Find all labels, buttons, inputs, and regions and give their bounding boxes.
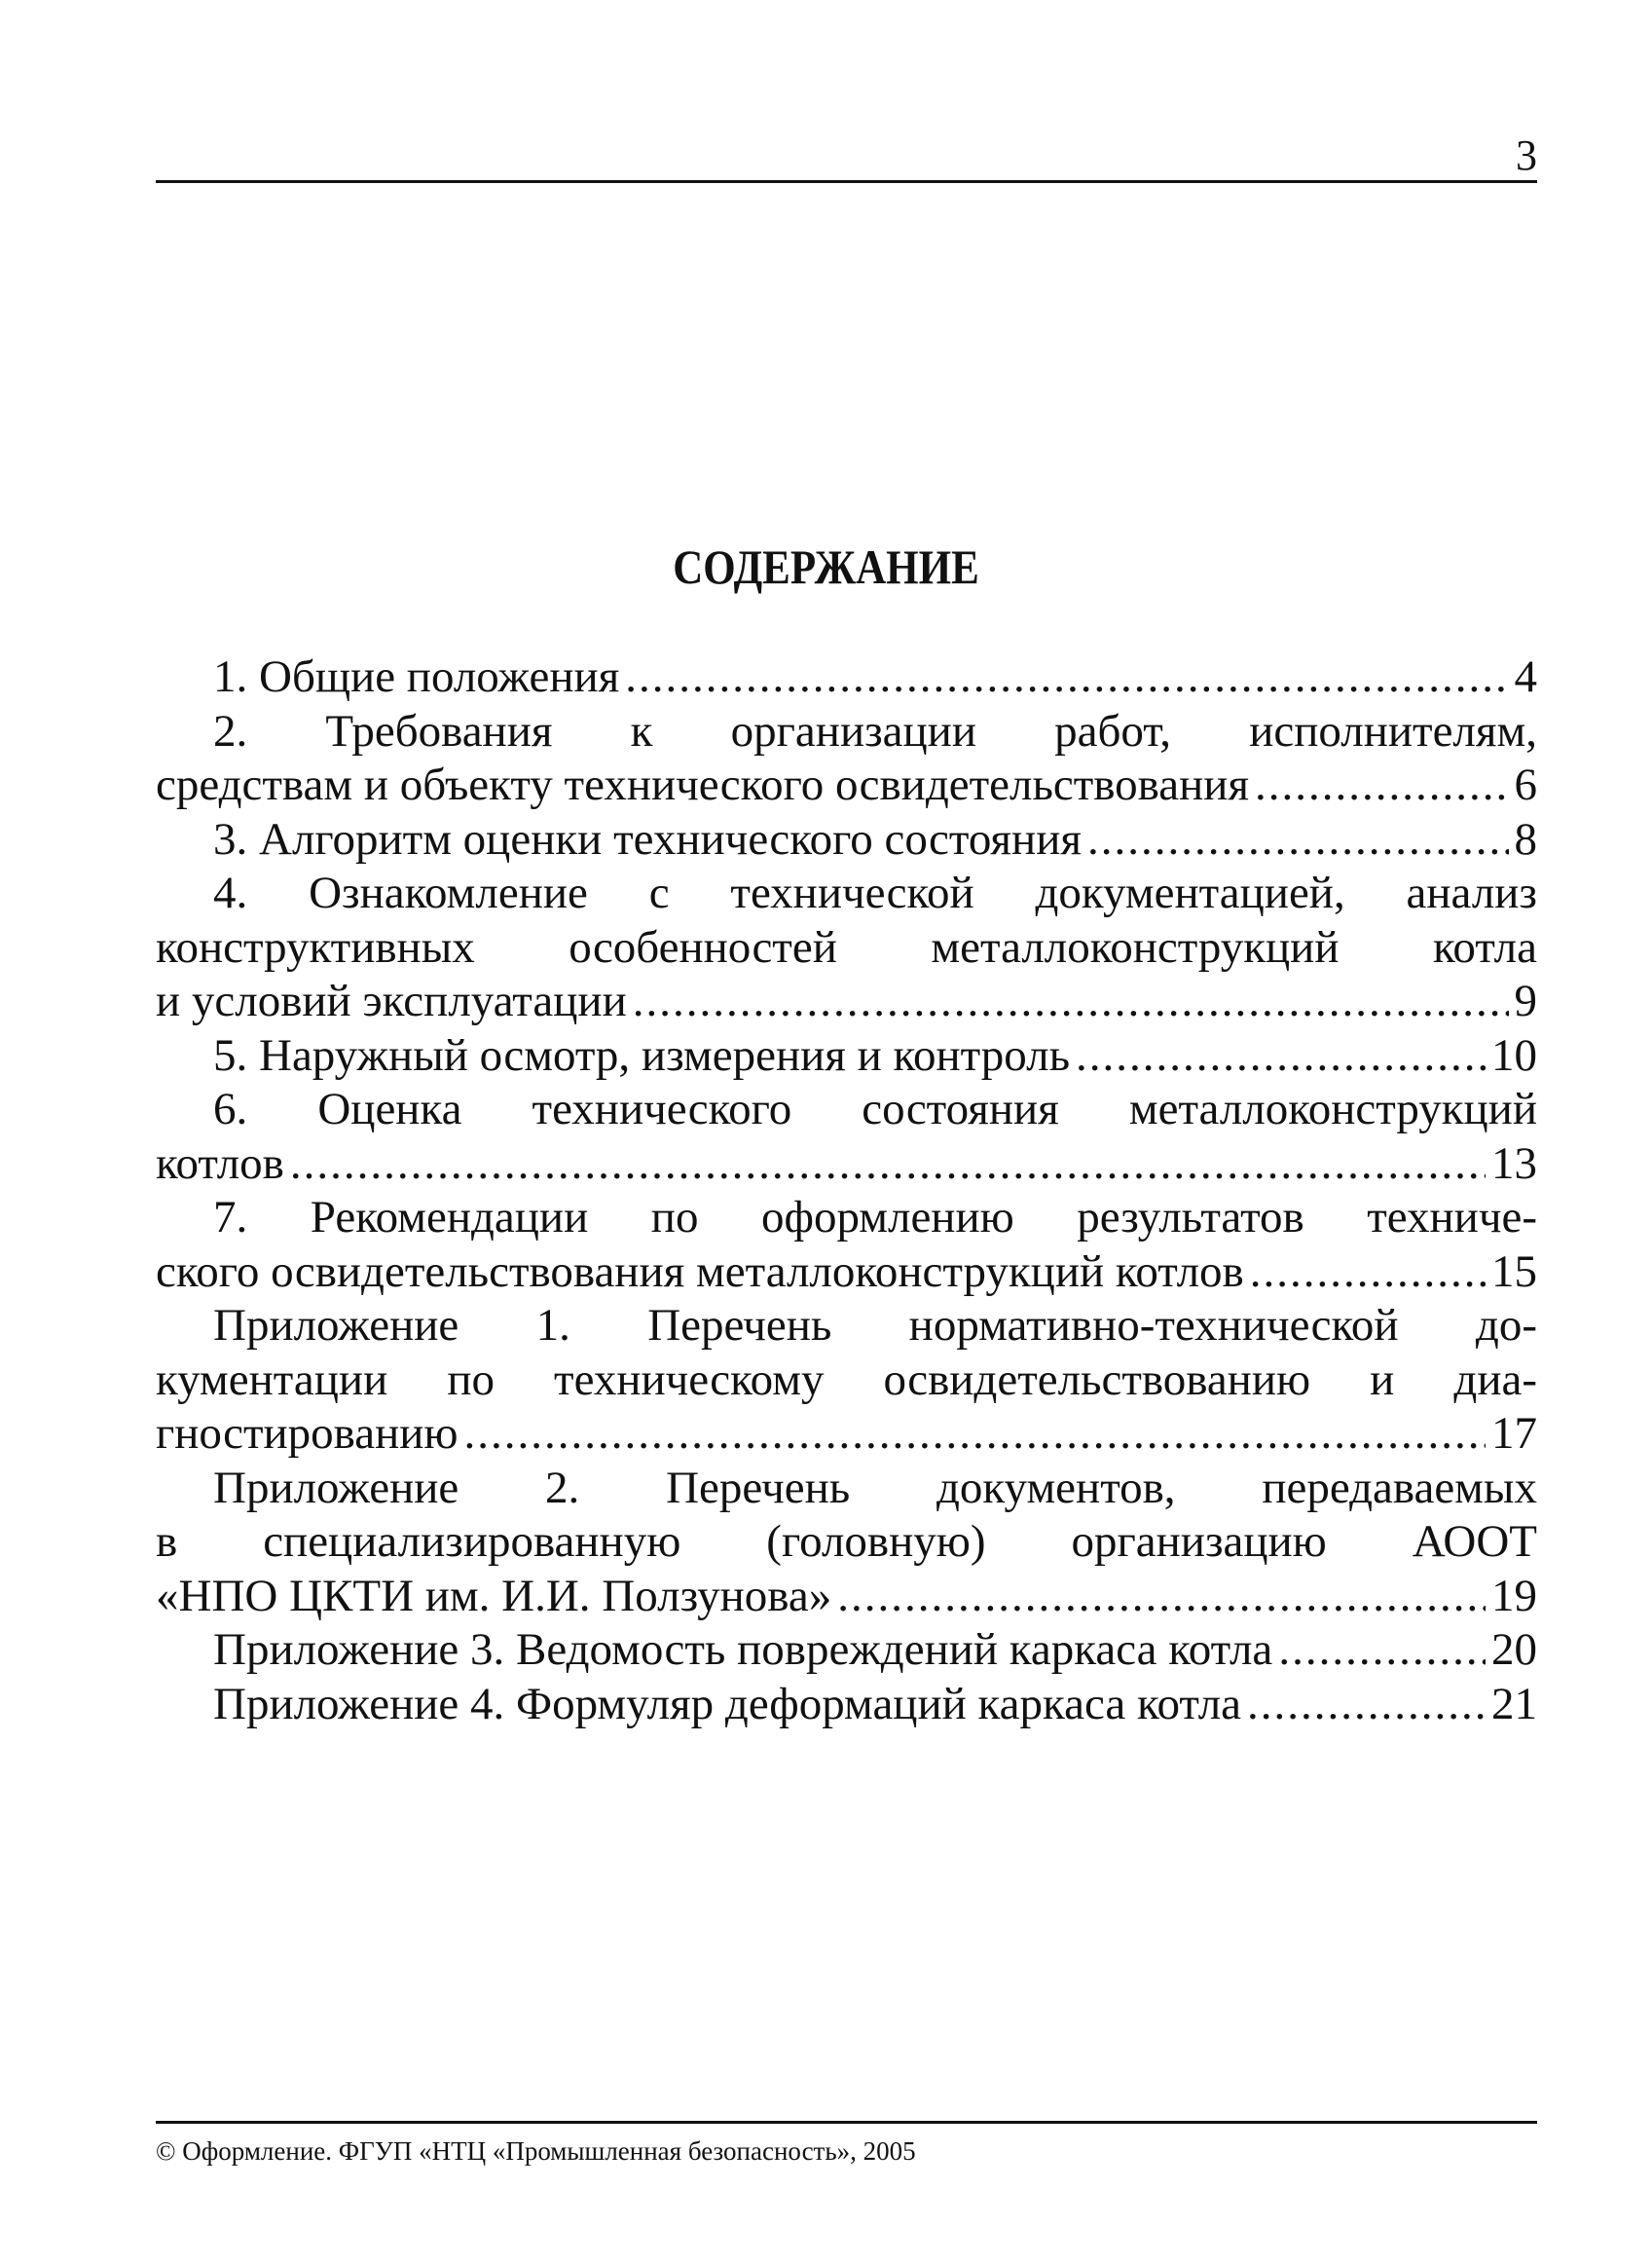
toc-entry-title: 5. Наружный осмотр, измерения и контроль	[213, 1029, 1071, 1081]
toc-entry-title: гностированию	[156, 1408, 459, 1459]
footer-rule	[156, 2121, 1537, 2124]
table-of-contents	[156, 650, 1537, 1731]
dot-leader	[464, 1407, 1486, 1462]
toc-entry-page-number: 19	[1491, 1570, 1537, 1621]
toc-entry-title: котлов	[156, 1137, 284, 1189]
toc-entry	[156, 1299, 1537, 1462]
toc-entry	[156, 650, 1537, 705]
toc-entry-title: 1. Общие положения	[213, 651, 620, 702]
toc-entry-text-line: конструктивных особенностей металлоконструкций котла	[156, 921, 1537, 973]
dot-leader	[1278, 1623, 1486, 1678]
toc-entry-page-number: 21	[1491, 1678, 1537, 1729]
toc-entry-text-line: Приложение 1. Перечень нормативно-технической до-	[213, 1300, 1537, 1351]
toc-entry-title: и условий эксплуатации	[156, 976, 627, 1026]
toc-entry	[156, 1462, 1537, 1624]
toc-entry-last-line	[156, 1570, 1537, 1624]
toc-entry	[156, 705, 1537, 813]
toc-entry-title: 3. Алгоритм оценки технического состояния	[213, 813, 1082, 865]
toc-entry	[156, 1029, 1537, 1084]
toc-entry-last-line	[156, 1678, 1537, 1732]
toc-entry-title: Приложение 3. Ведомость повреждений каркаса котла	[213, 1624, 1273, 1675]
toc-entry-last-line	[156, 650, 1537, 705]
toc-entry-page-number: 8	[1514, 813, 1537, 865]
toc-entry-page-number: 9	[1514, 976, 1537, 1026]
toc-entry-text-line: 7. Рекомендации по оформлению результатов техниче-	[213, 1192, 1537, 1243]
toc-entry-last-line	[156, 1623, 1537, 1678]
dot-leader	[1247, 1678, 1486, 1732]
toc-entry-last-line	[156, 759, 1537, 813]
toc-entry-page-number: 4	[1514, 651, 1537, 702]
toc-entry-last-line	[156, 1137, 1537, 1192]
toc-entry-title: средствам и объекту технического освидетельствования	[156, 760, 1250, 810]
toc-entry-page-number: 15	[1491, 1245, 1537, 1297]
footer-copyright: © Оформление. ФГУП «НТЦ «Промышленная безопасность», 2005	[156, 2136, 916, 2166]
toc-entry-text-line: кументации по техническому освидетельствованию и диа-	[156, 1354, 1537, 1405]
page-number: 3	[1516, 131, 1537, 179]
toc-entry-text-line: 4. Ознакомление с технической документацией, анализ	[213, 868, 1537, 918]
toc-entry-last-line	[156, 813, 1537, 868]
toc-entry-text-line: 2. Требования к организации работ, исполнителям,	[213, 705, 1537, 757]
toc-entry-page-number: 13	[1491, 1137, 1537, 1189]
toc-entry	[156, 1191, 1537, 1299]
toc-entry-last-line	[156, 1245, 1537, 1300]
dot-leader	[1076, 1029, 1486, 1084]
dot-leader	[1250, 1245, 1486, 1300]
toc-entry	[156, 1623, 1537, 1678]
toc-entry	[156, 1678, 1537, 1732]
page-title: СОДЕРЖАНИЕ	[673, 539, 979, 594]
dot-leader	[837, 1570, 1486, 1624]
dot-leader	[1087, 813, 1509, 868]
toc-entry-last-line	[156, 975, 1537, 1029]
toc-entry-page-number: 10	[1491, 1029, 1537, 1081]
toc-entry-last-line	[156, 1407, 1537, 1462]
toc-entry-title: ского освидетельствования металлоконструкций котлов	[156, 1245, 1244, 1297]
dot-leader	[1255, 759, 1508, 813]
toc-entry-title: Приложение 4. Формуляр деформаций каркаса котла	[213, 1678, 1242, 1729]
dot-leader	[625, 650, 1508, 705]
toc-entry-text-line: Приложение 2. Перечень документов, передаваемых	[213, 1462, 1537, 1513]
toc-entry-text-line: 6. Оценка технического состояния металлоконструкций	[213, 1084, 1537, 1134]
toc-entry-page-number: 20	[1491, 1624, 1537, 1675]
header-rule	[156, 180, 1537, 183]
toc-entry-page-number: 17	[1491, 1408, 1537, 1459]
toc-entry-title: «НПО ЦКТИ им. И.И. Ползунова»	[156, 1570, 832, 1621]
dot-leader	[290, 1137, 1486, 1192]
toc-entry-last-line	[156, 1029, 1537, 1084]
dot-leader	[633, 975, 1509, 1029]
toc-entry	[156, 813, 1537, 868]
toc-entry	[156, 867, 1537, 1029]
toc-entry-text-line: в специализированную (головную) организацию АООТ	[156, 1516, 1537, 1567]
toc-entry	[156, 1083, 1537, 1191]
toc-entry-page-number: 6	[1514, 760, 1537, 810]
